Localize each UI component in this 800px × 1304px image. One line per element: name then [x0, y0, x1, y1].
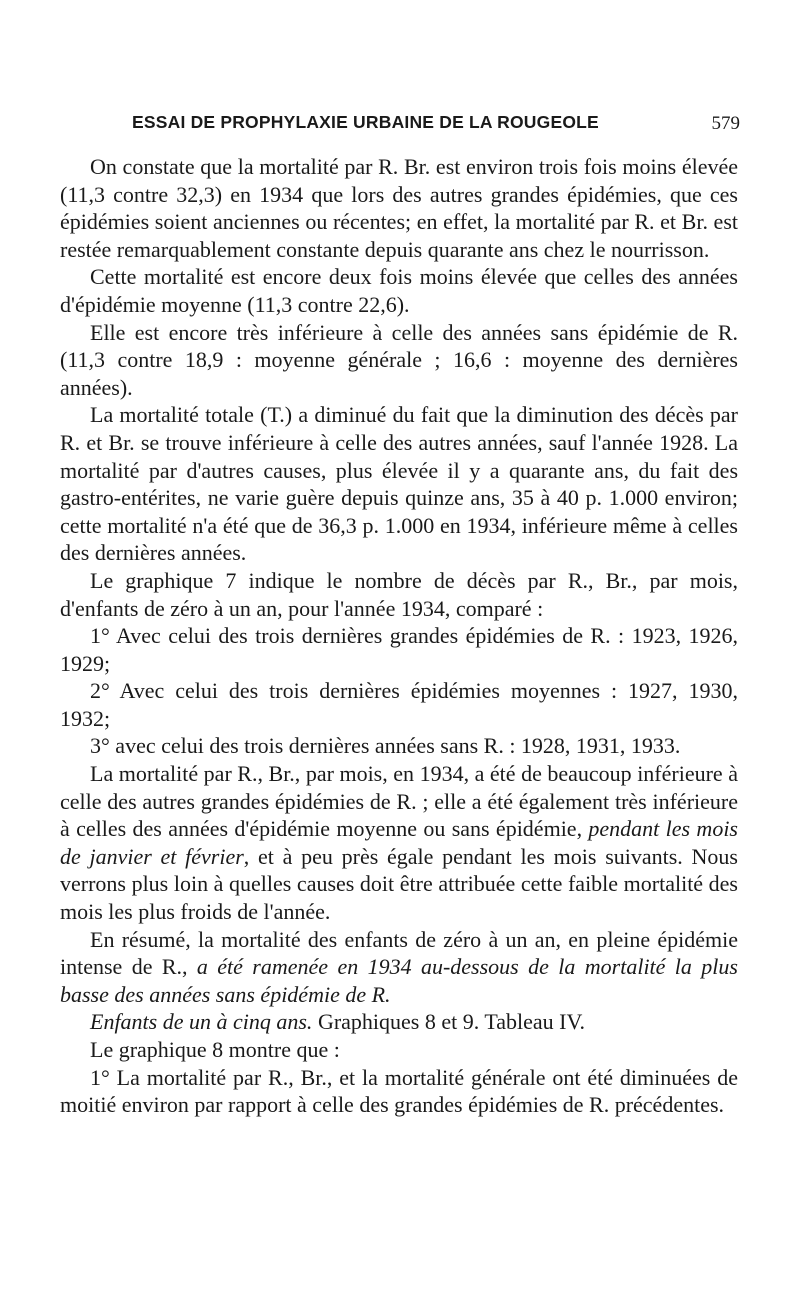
paragraph: Elle est encore très inférieure à celle des années sans épidémie de R. (11,3 contre 18,9 : moyenne générale ; 16,6 : moyenne des dernières années).: [60, 319, 738, 400]
page-header: [100, 112, 740, 144]
paragraph: [60, 760, 738, 926]
paragraph: Le graphique 7 indique le nombre de décès par R., Br., par mois, d'enfants de zéro à un an, pour l'année 1934, comparé :: [60, 567, 738, 621]
paragraph: On constate que la mortalité par R. Br. est environ trois fois moins élevée (11,3 contre 32,3) en 1934 que lors des autres grandes épidémies, que ces épidémies soient anciennes ou récentes; en effet, la mortalité par R. et Br. est restée remarquablement constante depuis quarante ans chez le nourrisson.: [60, 154, 738, 262]
paragraph: Cette mortalité est encore deux fois moins élevée que celles des années d'épidémie moyenne (11,3 contre 22,6).: [60, 264, 738, 317]
emphasis-text: pendant les mois de janvier et février: [60, 816, 738, 869]
paragraph-text: Graphiques 8 et 9. Tableau IV.: [312, 1009, 586, 1035]
section-heading: [60, 1008, 738, 1036]
paragraph: Le graphique 8 montre que :: [90, 1037, 340, 1062]
list-paragraph: 3° avec celui des trois dernières années sans R. : 1928, 1931, 1933.: [90, 733, 681, 759]
paragraph-text: La mortalité par R., Br., par mois, en 1934, a été de beaucoup inférieure à celle des autres grandes épidémies de R. ; elle a été également très inférieure à celles des années d'épidémie moyenne ou sans épidémie,: [60, 761, 738, 842]
emphasis-text: Enfants de un à cinq ans.: [90, 1009, 313, 1035]
list-paragraph: 2° Avec celui des trois dernières épidémies moyennes : 1927, 1930, 1932;: [60, 678, 738, 731]
running-title: ESSAI DE PROPHYLAXIE URBAINE DE LA ROUGEOLE: [132, 112, 599, 132]
paragraph-text: En résumé, la mortalité des enfants de zéro à un an, en pleine épidémie intense de R.,: [60, 926, 738, 980]
page-number: 579: [711, 113, 740, 134]
summary-paragraph: [60, 926, 738, 1009]
paragraph: La mortalité totale (T.) a diminué du fait que la diminution des décès par R. et Br. se trouve inférieure à celle des autres années, sauf l'année 1928. La mortalité par d'autres causes, plus élevée il y a quarante ans, du fait des gastro-entérites, ne varie guère depuis quinze ans, 35 à 40 p. 1.000 environ; cette mortalité n'a été que de 36,3 p. 1.000 en 1934, inférieure même à celles des dernières années.: [60, 402, 738, 566]
list-paragraph: 1° La mortalité par R., Br., et la mortalité générale ont été diminuées de moitié environ par rapport à celle des grandes épidémies de R. précédentes.: [60, 1064, 738, 1118]
list-paragraph: 1° Avec celui des trois dernières grandes épidémies de R. : 1923, 1926, 1929;: [60, 623, 738, 676]
paragraph-text: , et à peu près égale pendant les mois suivants. Nous verrons plus loin à quelles causes doit être attribuée cette faible mortalité des mois les plus froids de l'année.: [60, 843, 738, 925]
emphasis-text: a été ramenée en 1934 au-dessous de la mortalité la plus basse des années sans épidémie de R.: [60, 954, 738, 1007]
body-text: [60, 153, 738, 1119]
